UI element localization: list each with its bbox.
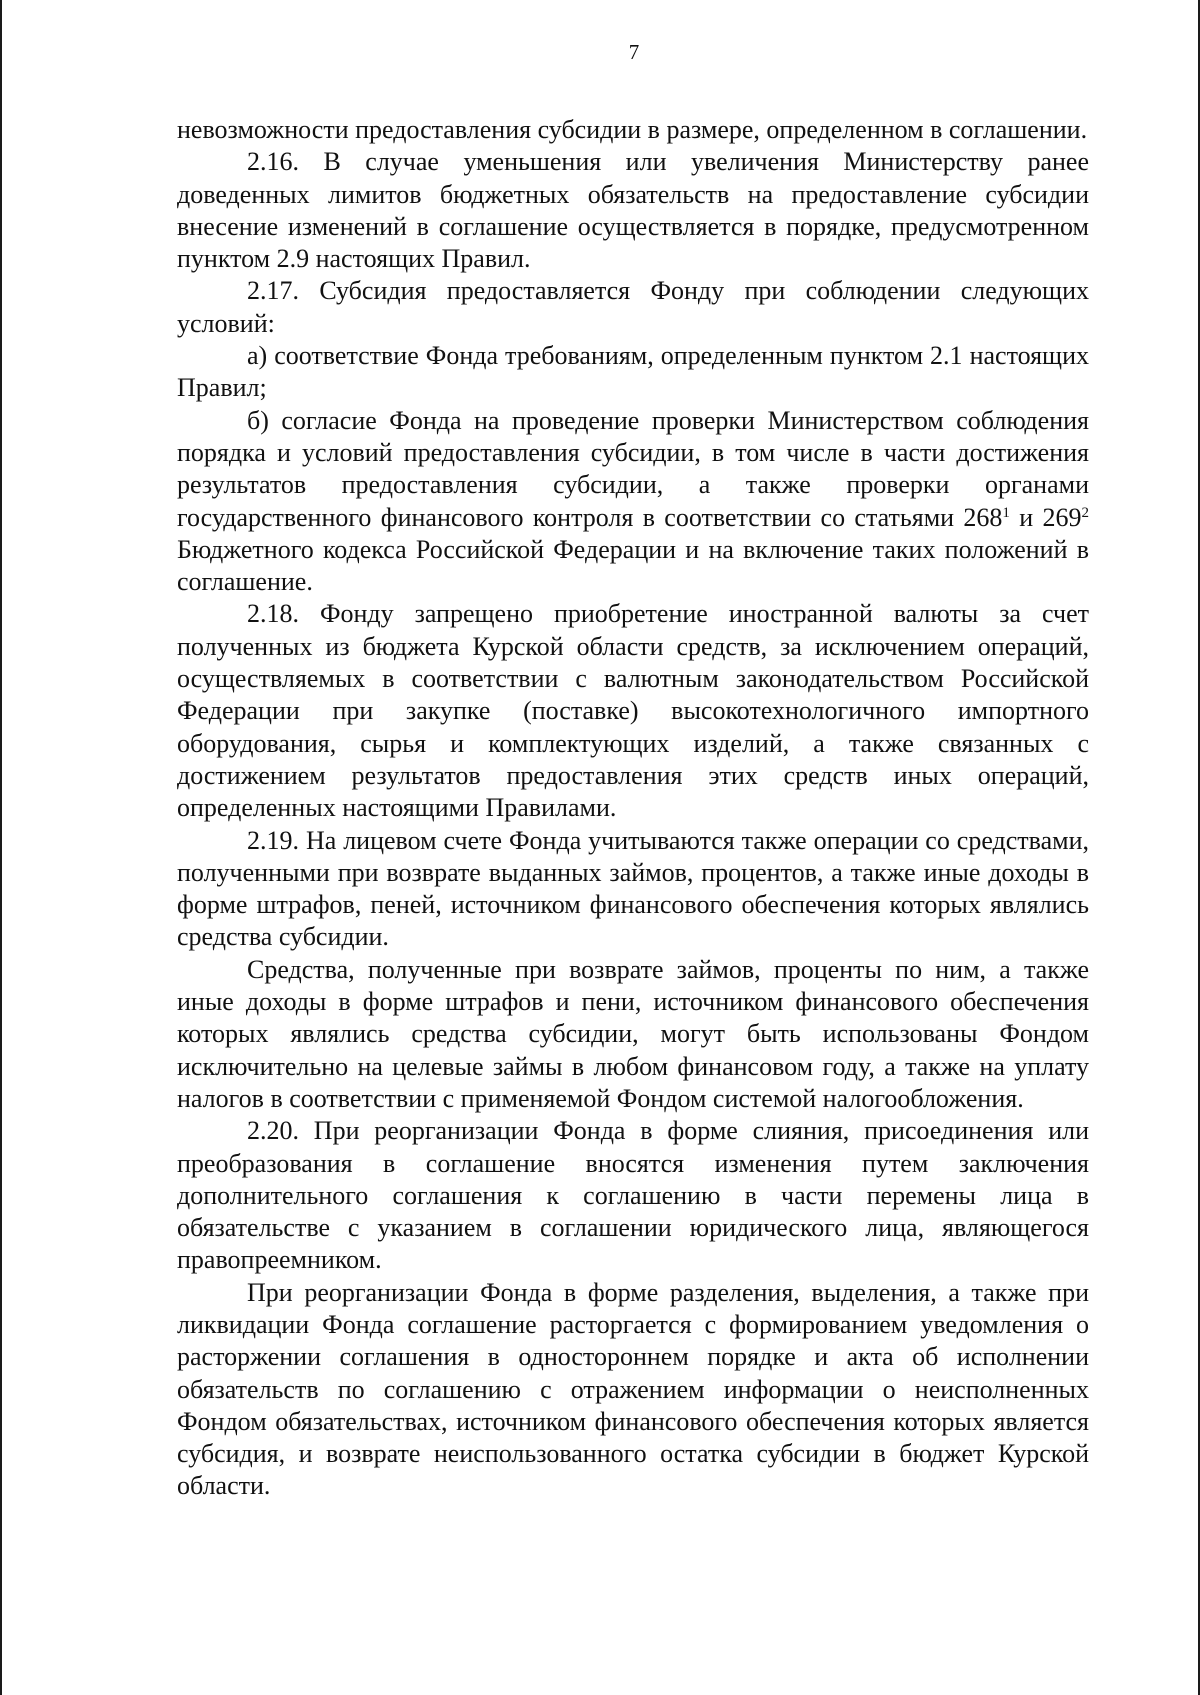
superscript-2: 2 [1081, 504, 1089, 521]
paragraph-2-17: 2.17. Субсидия предоставляется Фонду при соблюдении следующих условий: [177, 276, 1089, 338]
paragraph-2-17-b [177, 405, 1089, 599]
paragraph-2-17-b-text-3: Бюджетного кодекса Российской Федерации и на включение таких положений в соглашение. [177, 534, 1089, 597]
paragraph-2-19-cont: Средства, полученные при возврате займов, проценты по ним, а также иные доходы в форме штрафов и пени, источником финансового обеспечения которых являлись средства субсидии, могут быть использованы Фондом исключительно на целевые займы в любом финансовом году, а также на уплату налогов в соответствии с применяемой Фондом системой налогообложения. [177, 954, 1089, 1113]
paragraph-2-19: 2.19. На лицевом счете Фонда учитываются также операции со средствами, полученными при возврате выданных займов, процентов, а также иные доходы в форме штрафов, пеней, источником финансового обеспечения которых являлись средства субсидии. [177, 825, 1089, 952]
scan-left-edge [0, 0, 2, 1695]
paragraph-2-17-b-text-1: б) согласие Фонда на проведение проверки Министерством соблюдения порядка и условий предоставления субсидии, в том числе в части достижения результатов предоставления субсидии, а также проверки органами государственного финансового контроля в соответствии со статьями 268 [177, 405, 1089, 532]
paragraph-2-20-cont: При реорганизации Фонда в форме разделения, выделения, а также при ликвидации Фонда соглашение расторгается с формированием уведомления о расторжении соглашения в одностороннем порядке и акта об исполнении обязательств по соглашению с отражением информации о неисполненных Фондом обязательствах, источником финансового обеспечения которых является субсидия, и возврате неиспользованного остатка субсидии в бюджет Курской области. [177, 1277, 1089, 1501]
document-body [177, 114, 1089, 1503]
paragraph-continuation: невозможности предоставления субсидии в размере, определенном в соглашении. [177, 115, 1088, 144]
superscript-1: 1 [1002, 504, 1010, 521]
paragraph-2-18: 2.18. Фонду запрещено приобретение иностранной валюты за счет полученных из бюджета Курской области средств, за исключением операций, осуществляемых в соответствии с валютным законодательством Российской Федерации при закупке (поставке) высокотехнологичного импортного оборудования, сырья и комплектующих изделий, а также связанных с достижением результатов предоставления этих средств иных операций, определенных настоящими Правилами. [177, 599, 1089, 823]
page-number: 7 [628, 40, 640, 64]
paragraph-2-17-a: а) соответствие Фонда требованиям, определенным пунктом 2.1 настоящих Правил; [177, 341, 1089, 403]
paragraph-2-20: 2.20. При реорганизации Фонда в форме слияния, присоединения или преобразования в соглашение вносятся изменения путем заключения дополнительного соглашения к соглашению в части перемены лица в обязательстве с указанием в соглашении юридического лица, являющегося правопреемником. [177, 1116, 1089, 1275]
paragraph-2-17-b-text-2: и 269 [1009, 502, 1082, 532]
paragraph-2-16: 2.16. В случае уменьшения или увеличения Министерству ранее доведенных лимитов бюджетных обязательств на предоставление субсидии внесение изменений в соглашение осуществляется в порядке, предусмотренном пунктом 2.9 настоящих Правил. [177, 147, 1089, 274]
